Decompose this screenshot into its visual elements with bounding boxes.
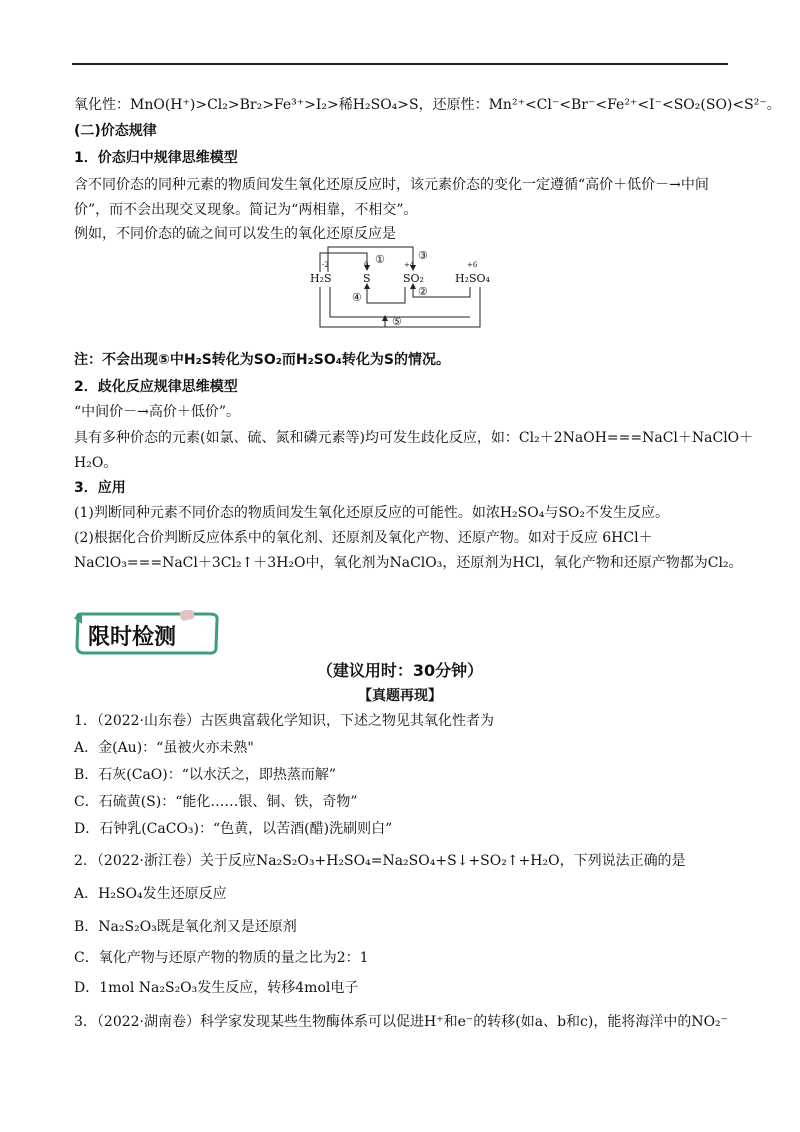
- question-3-stem: 3．（2022·湖南卷）科学家发现某些生物酶体系可以促进H⁺和e⁻的转移(如a、b和c)，能将海洋中的NO₂⁻: [74, 1014, 729, 1030]
- valence-label-s: 0: [364, 261, 369, 269]
- reaction-mark-4: ④: [352, 291, 362, 304]
- item2-paragraph-line2: H₂O。: [74, 455, 118, 471]
- item2-model: “中间价－→高价＋低价”。: [74, 404, 241, 420]
- item1-title: 1．价态归中规律思维模型: [74, 150, 238, 166]
- application-2-line2: NaClO₃===NaCl＋3Cl₂↑＋3H₂O中，氧化剂为NaClO₃，还原剂为HCl，氧化产物和还原产物都为Cl₂。: [74, 555, 743, 571]
- item1-example-intro: 例如，不同价态的硫之间可以发生的氧化还原反应是: [74, 226, 396, 242]
- question-2-option-a: A．H₂SO₄发生还原反应: [74, 886, 227, 902]
- item1-paragraph-line1: 含不同价态的同种元素的物质间发生氧化还原反应时，该元素价态的变化一定遵循“高价＋低价－→中间: [74, 177, 709, 193]
- species-h2s: H₂S: [310, 272, 332, 285]
- section-title-valence-rules: (二)价态规律: [74, 123, 157, 139]
- question-1-option-d: D．石钟乳(CaCO₃)：“色黄，以苦酒(醋)洗刷则白”: [74, 821, 393, 837]
- question-2-option-b: B．Na₂S₂O₃既是氧化剂又是还原剂: [74, 919, 297, 935]
- reaction-mark-1: ①: [375, 253, 385, 266]
- header-rule: [72, 63, 728, 65]
- species-h2so4: H₂SO₄: [455, 272, 490, 285]
- suggested-time: （建议用时：30分钟）: [316, 661, 484, 680]
- question-2-option-c: C．氧化产物与还原产物的物质的量之比为2：1: [74, 950, 369, 966]
- real-questions-header: 【真题再现】: [358, 688, 442, 704]
- species-so2: SO₂: [403, 272, 424, 285]
- item2-paragraph-line1: 具有多种价态的元素(如氯、硫、氮和磷元素等)均可发生歧化反应，如：Cl₂＋2NaOH===NaCl＋NaClO＋: [74, 430, 754, 446]
- item2-title: 2．歧化反应规律思维模型: [74, 379, 238, 395]
- reaction-mark-3: ③: [418, 249, 428, 262]
- valence-label-h2s: -2: [322, 261, 329, 269]
- valence-label-h2so4: +6: [467, 261, 478, 269]
- item3-title: 3．应用: [74, 480, 126, 496]
- question-1-stem: 1．（2022·山东卷）古医典富载化学知识，下述之物见其氧化性者为: [74, 713, 494, 729]
- application-2-line1: (2)根据化合价判断反应体系中的氧化剂、还原剂及氧化产物、还原产物。如对于反应 6HCl＋: [74, 530, 653, 546]
- item1-paragraph-line2: 价”，而不会出现交叉现象。简记为“两相靠，不相交”。: [74, 202, 418, 218]
- reaction-mark-5: ⑤: [392, 315, 402, 328]
- question-2-option-d: D．1mol Na₂S₂O₃发生反应，转移4mol电子: [74, 980, 359, 996]
- valence-label-so2: +4: [404, 261, 415, 269]
- species-s: S: [363, 272, 371, 285]
- badge-label: 限时检测: [88, 625, 177, 650]
- reaction-mark-2: ②: [418, 285, 428, 298]
- question-1-option-b: B．石灰(CaO)：“以水沃之，即热蒸而解”: [74, 767, 337, 783]
- question-1-option-c: C．石硫黄(S)：“能化……银、铜、铁，奇物”: [74, 794, 358, 810]
- oxidation-order-line: 氧化性：MnO(H⁺)>Cl₂>Br₂>Fe³⁺>I₂>稀H₂SO₄>S，还原性：Mn²⁺<Cl⁻<Br⁻<Fe²⁺<I⁻<SO₂(SO)<S²⁻。: [74, 97, 781, 113]
- question-1-option-a: A．金(Au)：“虽被火亦未熟": [74, 740, 254, 756]
- note-line: 注：不会出现⑤中H₂S转化为SO₂而H₂SO₄转化为S的情况。: [74, 352, 450, 368]
- sulfur-valence-diagram: [300, 245, 500, 342]
- question-2-stem: 2．（2022·浙江卷）关于反应Na₂S₂O₃+H₂SO₄=Na₂SO₄+S↓+SO₂↑+H₂O，下列说法正确的是: [74, 853, 686, 869]
- timed-test-badge: [72, 610, 224, 656]
- application-1: (1)判断同种元素不同价态的物质间发生氧化还原反应的可能性。如浓H₂SO₄与SO₂不发生反应。: [74, 505, 670, 521]
